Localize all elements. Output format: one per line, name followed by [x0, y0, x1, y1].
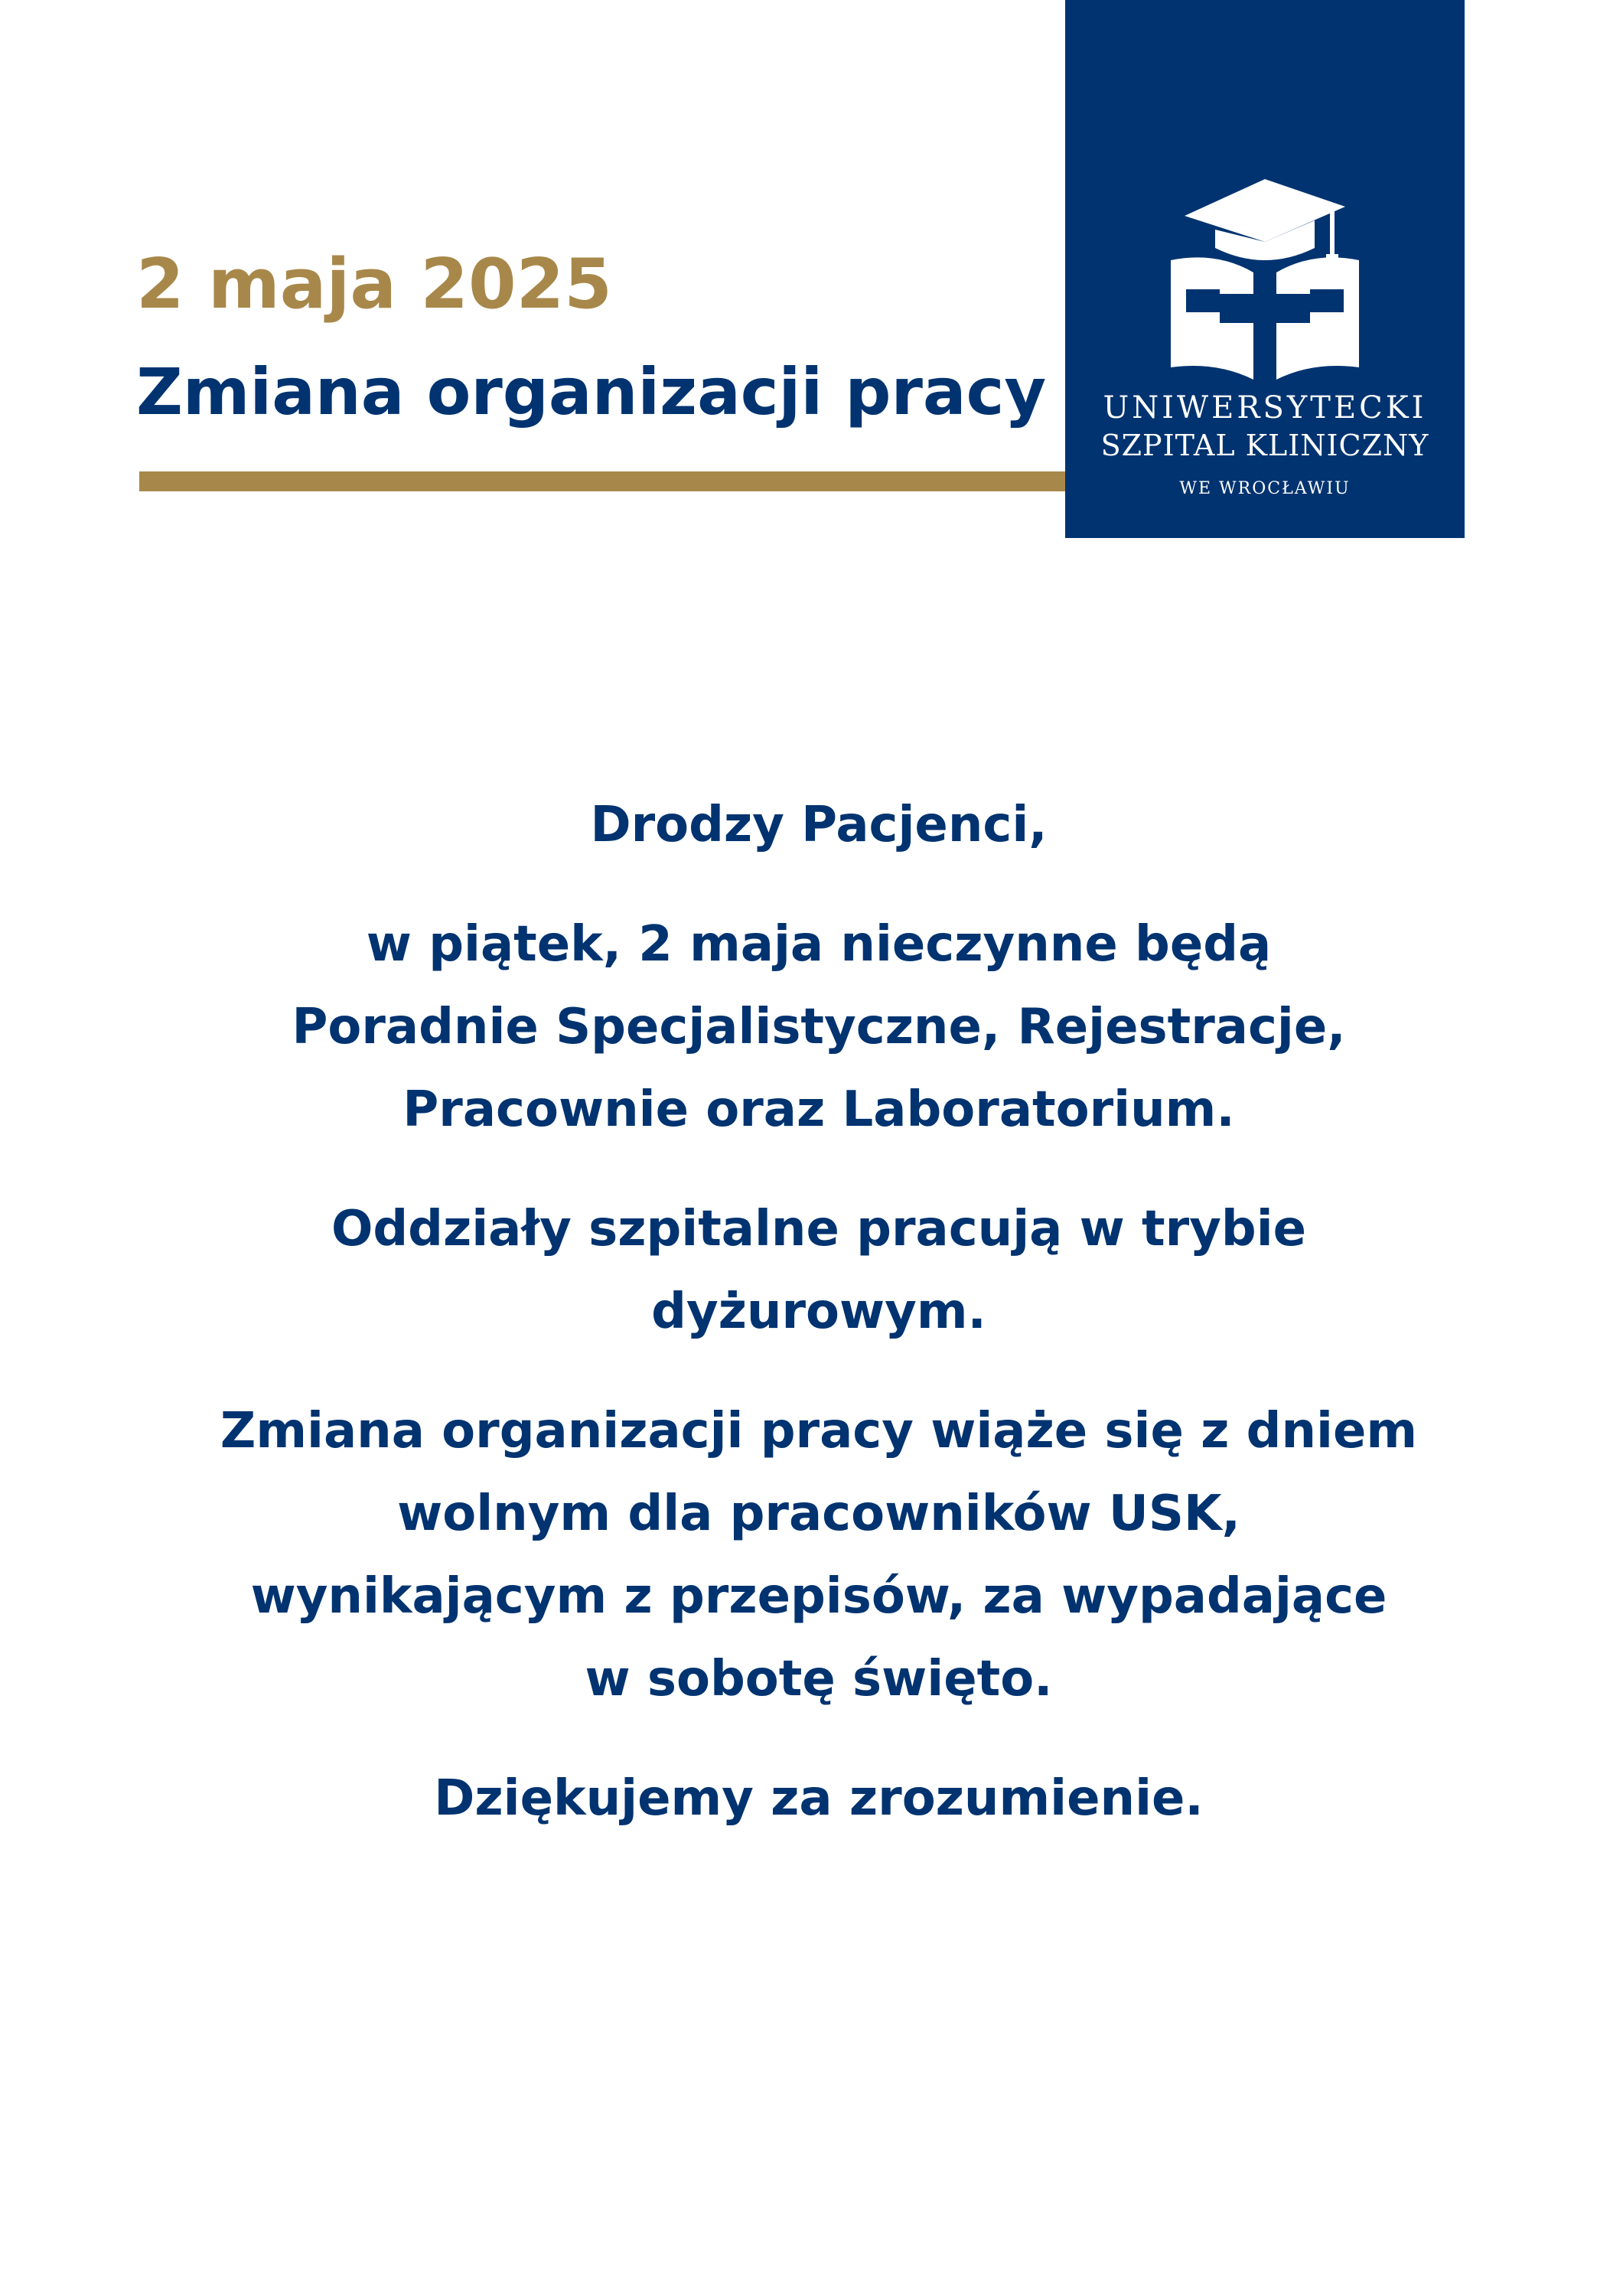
logo-text-line-3: WE WROCŁAWIU — [1179, 479, 1351, 498]
greeting — [92, 784, 1546, 866]
announcement-title: Zmiana organizacji pracy — [136, 354, 1047, 429]
gold-divider — [139, 471, 1065, 491]
closing — [92, 1757, 1546, 1840]
logo-text-line-1: UNIWERSYTECKI — [1103, 390, 1427, 426]
paragraph-reason — [92, 1390, 1546, 1720]
closing-line: Dziękujemy za zrozumienie. — [434, 1770, 1204, 1827]
logo-text-line-2: SZPITAL KLINICZNY — [1100, 429, 1429, 462]
paragraph-wards — [92, 1188, 1546, 1353]
text-line: w piątek, 2 maja nieczynne będą — [366, 916, 1272, 973]
text-line: wynikającym z przepisów, za wypadające — [250, 1568, 1387, 1625]
announcement-body — [92, 784, 1546, 1877]
greeting-line: Drodzy Pacjenci, — [590, 797, 1048, 853]
text-line: Oddziały szpitalne pracują w trybie — [331, 1201, 1307, 1257]
text-line: Pracownie oraz Laboratorium. — [402, 1081, 1235, 1138]
text-line: Poradnie Specjalistyczne, Rejestracje, — [292, 999, 1346, 1055]
hospital-book-cross-mortarboard-icon — [1171, 174, 1359, 381]
text-line: w sobotę święto. — [585, 1651, 1053, 1707]
text-line: Zmiana organizacji pracy wiąże się z dniem — [220, 1403, 1418, 1459]
hospital-logo — [1065, 0, 1465, 538]
text-line: dyżurowym. — [651, 1283, 986, 1340]
announcement-date: 2 maja 2025 — [136, 244, 612, 325]
text-line: wolnym dla pracowników USK, — [397, 1486, 1240, 1542]
paragraph-closure — [92, 903, 1546, 1151]
